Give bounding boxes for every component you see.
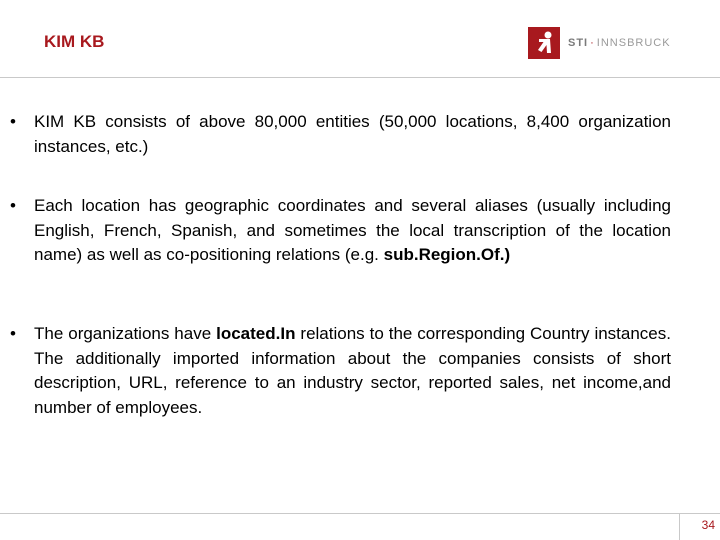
- bullet-bold-term: sub.Region.Of.): [383, 245, 511, 264]
- sti-person-icon: [528, 27, 560, 59]
- bullet-organizations: [34, 322, 671, 420]
- logo-text: [568, 37, 671, 49]
- bullet-text-after: relations to the corresponding Country instances. The additionally imported information about the companies consists of short description, URL, reference to an industry sector, reported sales, net income,and number of employees.: [34, 324, 671, 417]
- footer-divider: [0, 513, 720, 514]
- bullet-bold-term: located.In: [216, 324, 296, 343]
- logo-separator: ·: [590, 37, 595, 49]
- page-number: 34: [701, 518, 715, 532]
- logo-mark: [528, 27, 560, 59]
- header-divider: [0, 77, 720, 78]
- slide-title: KIM KB: [44, 32, 105, 51]
- bullet-text: The organizations have: [34, 324, 217, 343]
- slide-header: [0, 0, 720, 78]
- logo-brand: STI: [568, 37, 589, 49]
- bullet-text: Each location has geographic coordinates and several aliases (usually including English, French, Spanish, and sometimes the local transcription of the location name) as well as co-positioning relations (e.g.: [34, 196, 671, 264]
- bullet-entities: [34, 110, 671, 159]
- bullet-text: KIM KB consists of above 80,000 entities (50,000 locations, 8,400 organization instances, etc.): [34, 112, 671, 156]
- logo-city: INNSBRUCK: [596, 37, 671, 49]
- page-number-box: [679, 514, 720, 540]
- bullet-locations: [34, 194, 671, 268]
